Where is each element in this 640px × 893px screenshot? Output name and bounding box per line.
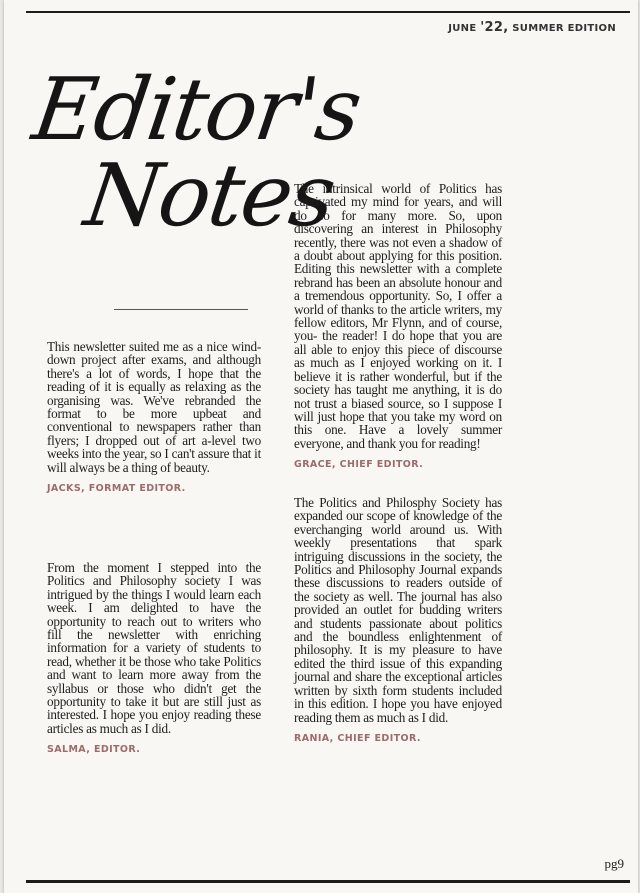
- article-grace: [294, 182, 502, 472]
- article-signature: JACKS, FORMAT EDITOR.: [47, 483, 186, 495]
- edition-label: [448, 20, 616, 35]
- article-text: This newsletter suited me as a nice wind-down project after exams, and although there's a lot of words, I hope that the reading of it is equally as relaxing as the organising was. We've rebranded the format to be more upbeat and conventional to newspapers rather than flyers; I dropped out of art a-level two weeks into the year, so I can't assure that it will always be a thing of beauty.: [47, 339, 261, 475]
- page-title: [27, 60, 366, 246]
- edition-month: JUNE: [448, 23, 477, 34]
- article-signature: GRACE, CHIEF EDITOR.: [294, 459, 424, 471]
- article-text: The Politics and Philosphy Society has expanded our scope of knowledge of the everchanging world around us. With weekly presentations that spark intriguing discussions in the society, the Politics and Philosophy Journal expands these discussions to readers outside of the society as well. The journal has also provided an outlet for budding writers and students passionate about politics and the boundless enlightenment of philosophy. It is my pleasure to have edited the third issue of this expanding journal and share the exceptional articles written by sixth form students included in this edition. I hope you have enjoyed reading them as much as I did.: [294, 495, 502, 725]
- article-text: The intrinsical world of Politics has captivated my mind for years, and will do so for many more. So, upon discovering an interest in Philosophy recently, there was not even a shadow of a doubt about applying for this position. Editing this newsletter with a complete rebrand has been an absolute honour and a tremendous opportunity. So, I offer a world of thanks to the article writers, my fellow editors, Mr Flynn, and of course, you- the reader! I do hope that you are all able to enjoy this piece of discourse as much as I enjoyed working on it. I believe it is rather wonderful, but if the society has taught me anything, it is do not trust a biased source, so I suppose I will just hope that you take my word on this one. Have a lovely summer everyone, and thank you for reading!: [294, 181, 502, 451]
- article-rania: [294, 496, 502, 745]
- title-line-2: Notes: [79, 145, 340, 246]
- article-salma: [47, 561, 261, 757]
- article-signature: RANIA, CHIEF EDITOR.: [294, 732, 421, 744]
- edition-year: '22,: [480, 20, 509, 35]
- title-underline: [114, 309, 248, 310]
- article-jacks: [47, 340, 261, 495]
- page-number: pg9: [604, 856, 624, 871]
- title-line-1: Editor's: [27, 60, 366, 160]
- newsletter-page: [4, 0, 638, 893]
- edition-season: SUMMER EDITION: [512, 23, 616, 34]
- top-rule: [26, 11, 630, 13]
- article-signature: SALMA, EDITOR.: [47, 744, 141, 756]
- article-text: From the moment I stepped into the Politics and Philosophy society I was intrigued by the things I would learn each week. I am delighted to have the opportunity to reach out to writers who fill the newsletter with enriching information for a variety of students to read, whether it be those who take Politics and want to learn more away from the syllabus or those who didn't get the opportunity to take it but are still just as interested. I hope you enjoy reading these articles as much as I did.: [47, 560, 261, 736]
- bottom-rule: [26, 880, 630, 883]
